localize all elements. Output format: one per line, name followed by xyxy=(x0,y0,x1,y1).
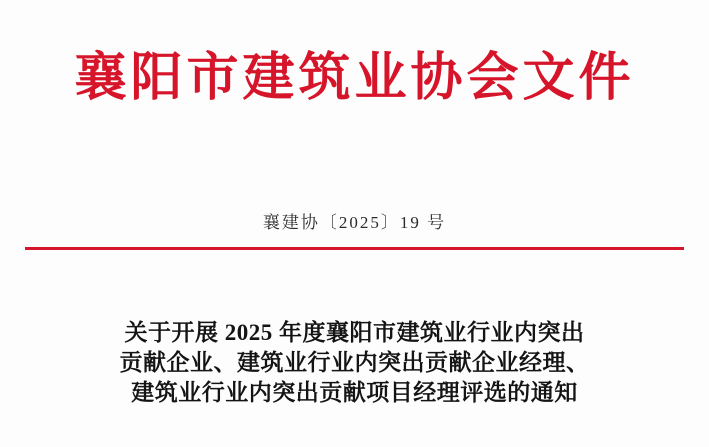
document-title-line-1: 关于开展 2025 年度襄阳市建筑业行业内突出 xyxy=(124,320,585,345)
document-number: 襄建协〔2025〕19 号 xyxy=(262,213,447,232)
document-title-line-2: 贡献企业、建筑业行业内突出贡献企业经理、 xyxy=(119,350,590,375)
document-title xyxy=(58,318,651,408)
document-title-line-3: 建筑业行业内突出贡献项目经理评选的通知 xyxy=(131,380,578,405)
masthead-title: 襄阳市建筑业协会文件 xyxy=(74,50,635,107)
red-divider-rule xyxy=(25,247,684,250)
masthead xyxy=(0,48,709,110)
